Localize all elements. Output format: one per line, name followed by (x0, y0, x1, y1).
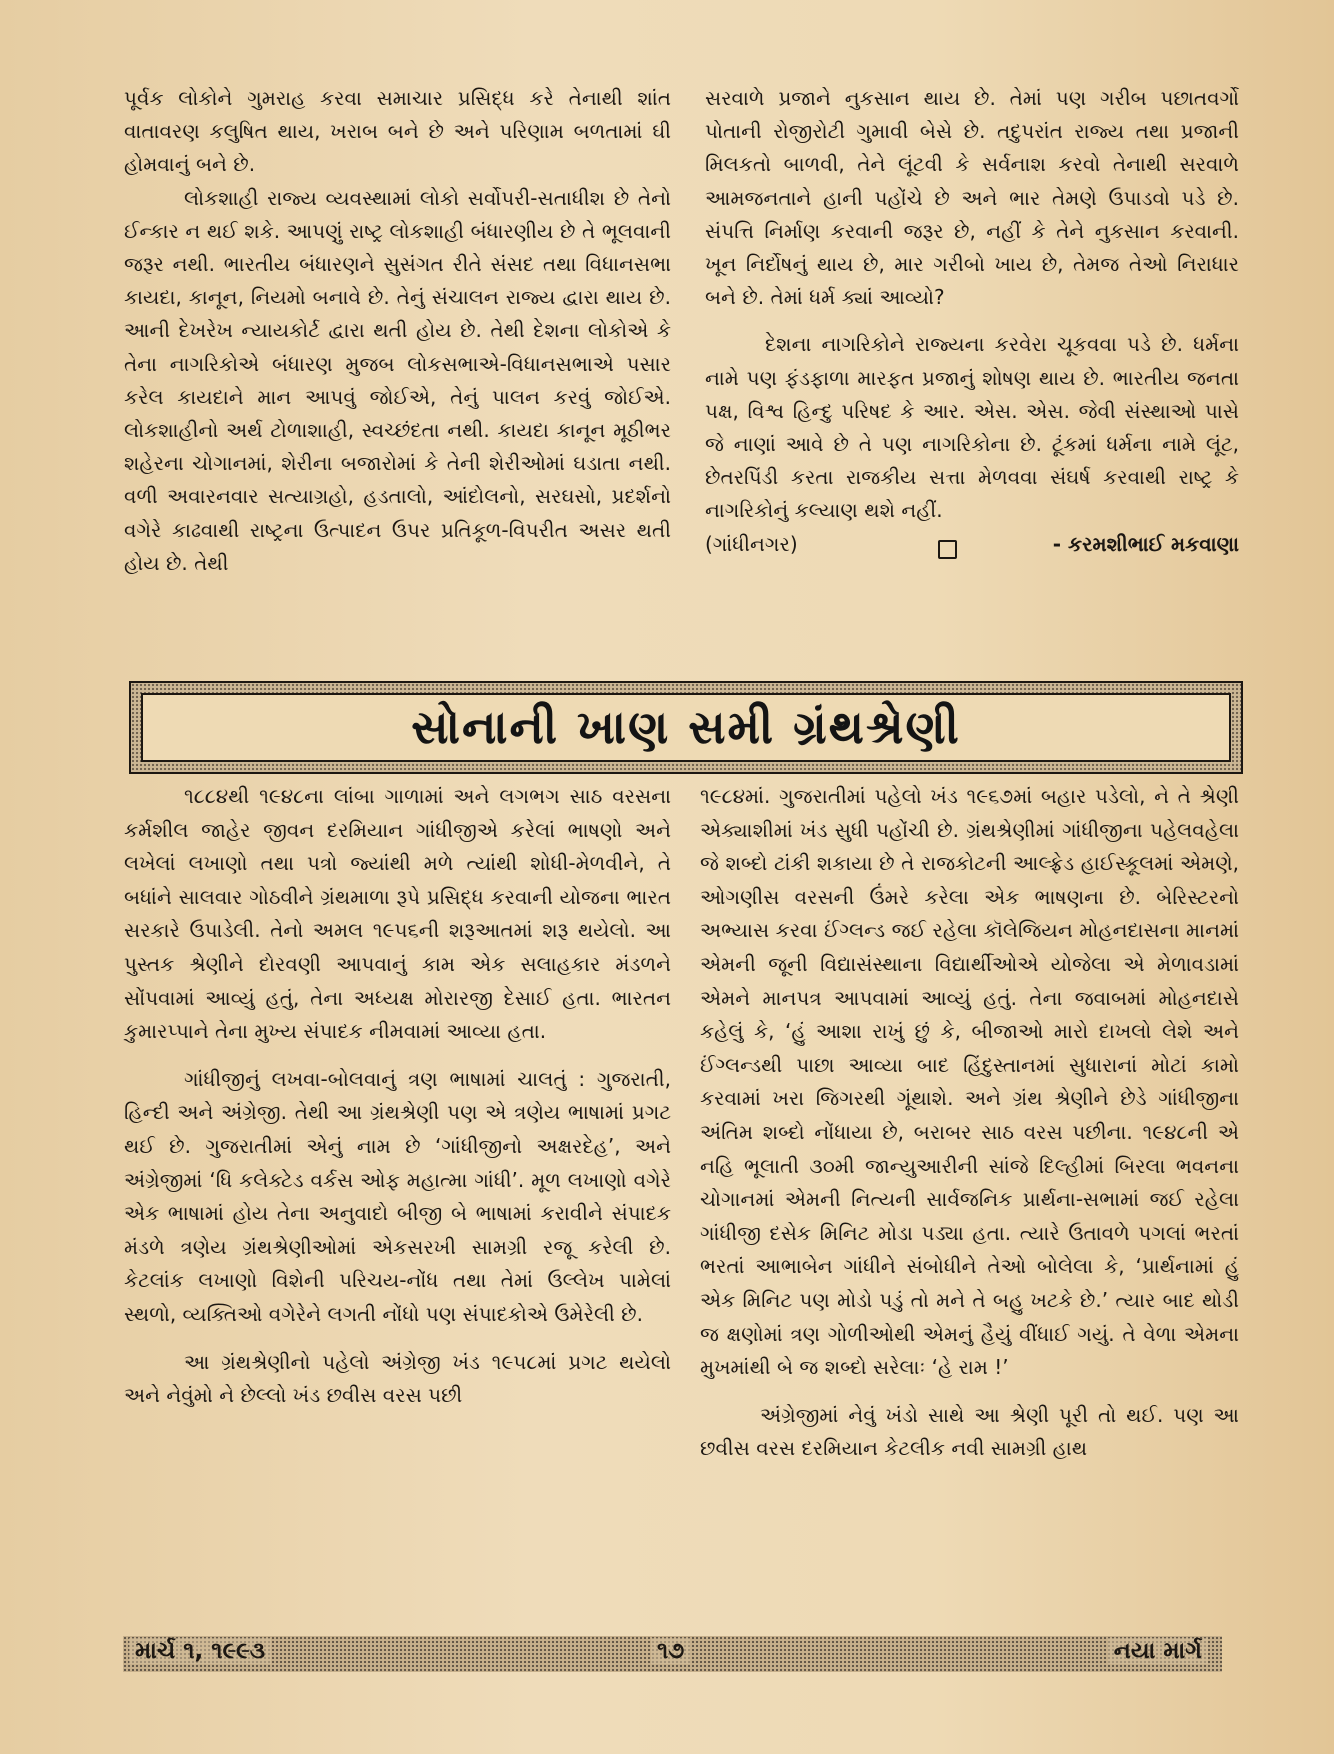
signature-place: (ગાંધીનગર) (705, 531, 798, 556)
footer-date: માર્ચ ૧, ૧૯૯૩ (129, 1638, 271, 1664)
article-paragraph: ૧૮૮૪થી ૧૯૪૮ના લાંબા ગાળામાં અને લગભગ સાઠ વરસના કર્મશીલ જાહેર જીવન દરમિયાન ગાંધીજીએ કરેલાં ભાષણો અને લખેલાં લખાણો તથા પત્રો જ્યાંથી મળે ત્યાંથી શોધી-મેળવીને, તે બધાંને સાલવાર ગોઠવીને ગ્રંથમાળા રૂપે પ્રસિદ્ધ કરવાની યોજના ભારત સરકારે ઉપાડેલી. તેનો અમલ ૧૯૫૬ની શરૂઆતમાં શરૂ થયેલો. આ પુસ્તક શ્રેણીને દોરવણી આપવાનું કામ એક સલાહકાર મંડળને સોંપવામાં આવ્યું હતું, તેના અધ્યક્ષ મોરારજી દેસાઈ હતા. ભારતન કુમારપ્પાને તેના મુખ્ય સંપાદક નીમવામાં આવ્યા હતા. (124, 784, 671, 1044)
article-paragraph: ગાંધીજીનું લખવા-બોલવાનું ત્રણ ભાષામાં ચાલતું : ગુજરાતી, હિન્દી અને અંગ્રેજી. તેથી આ ગ્રંથશ્રેણી પણ એ ત્રણેય ભાષામાં પ્રગટ થઈ છે. ગુજરાતીમાં એનું નામ છે ‘ગાંધીજીનો અક્ષરદેહ’, અને અંગ્રેજીમાં ‘ધિ કલેક્ટેડ વર્કસ ઓફ મહાત્મા ગાંધી’. મૂળ લખાણો વગેરે એક ભાષામાં હોય તેના અનુવાદો બીજી બે ભાષામાં કરાવીને સંપાદક મંડળે ત્રણેય ગ્રંથશ્રેણીઓમાં એકસરખી સામગ્રી રજૂ કરેલી છે. કેટલાંક લખાણો વિશેની પરિચય-નોંધ તથા તેમાં ઉલ્લેખ પામેલાં સ્થળો, વ્યક્તિઓ વગેરેને લગતી નોંધો પણ સંપાદકોએ ઉમેરેલી છે. (124, 1066, 671, 1326)
headline-frame (141, 693, 1231, 762)
letter-paragraph: દેશના નાગરિકોને રાજ્યના કરવેરા ચૂકવવા પડે છે. ધર્મના નામે પણ ફંડફાળા મારફત પ્રજાનું શોષણ થાય છે. ભારતીય જનતા પક્ષ, વિશ્વ હિન્દુ પરિષદ કે આર. એસ. એસ. જેવી સંસ્થાઓ પાસે જે નાણાં આવે છે તે પણ નાગરિકોના છે. ટૂંકમાં ધર્મના નામે લૂંટ, છેતરપિંડી કરતા રાજકીય સત્તા મેળવવા સંઘર્ષ કરવાથી રાષ્ટ્ર કે નાગરિકોનું કલ્યાણ થશે નહીં. (705, 332, 1239, 523)
letter-column-left (124, 82, 671, 580)
page-number: ૧૭ (651, 1638, 690, 1664)
magazine-name: નયા માર્ગ (1108, 1638, 1208, 1664)
letter-paragraph: લોકશાહી રાજ્ય વ્યવસ્થામાં લોકો સર્વોપરી-સતાધીશ છે તેનો ઈન્કાર ન થઈ શકે. આપણું રાષ્ટ્ર લોકશાહી બંધારણીય છે તે ભૂલવાની જરૂર નથી. ભારતીય બંધારણને સુસંગત રીતે સંસદ તથા વિધાનસભા કાયદા, કાનૂન, નિયમો બનાવે છે. તેનું સંચાલન રાજ્ય દ્વારા થાય છે. આની દેખરેખ ન્યાયકોર્ટ દ્વારા થતી હોય છે. તેથી દેશના લોકોએ કે તેના નાગરિકોએ બંધારણ મુજબ લોકસભાએ-વિધાનસભાએ પસાર કરેલ કાયદાને માન આપવું જોઈએ, તેનું પાલન કરવું જોઈએ. લોકશાહીનો અર્થ ટોળાશાહી, સ્વચ્છંદતા નથી. કાયદા કાનૂન મૂઠીભર શહેરના ચોગાનમાં, શેરીના બજારોમાં કે તેની શેરીઓમાં ઘડાતા નથી. વળી અવારનવાર સત્યાગ્રહો, હડતાલો, આંદોલનો, સરઘસો, પ્રદર્શનો વગેરે કાઢવાથી રાષ્ટ્રના ઉત્પાદન ઉપર પ્રતિકૂળ-વિપરીત અસર થતી હોય છે. તેથી (124, 185, 671, 575)
article-paragraph: અંગ્રેજીમાં નેવું ખંડો સાથે આ શ્રેણી પૂરી તો થઈ. પણ આ છવીસ વરસ દરમિયાન કેટલીક નવી સામગ્રી હાથ (700, 1402, 1239, 1461)
letter-signature (705, 528, 1239, 564)
letter-paragraph: સરવાળે પ્રજાને નુકસાન થાય છે. તેમાં પણ ગરીબ પછાતવર્ગો પોતાની રોજીરોટી ગુમાવી બેસે છે. તદુપરાંત રાજ્ય તથા પ્રજાની મિલકતો બાળવી, તેને લૂંટવી કે સર્વનાશ કરવો તેનાથી સરવાળે આમજનતાને હાની પહોંચે છે અને ભાર તેમણે ઉપાડવો પડે છે. સંપત્તિ નિર્માણ કરવાની જરૂર છે, નહીં કે તેને નુકસાન કરવાની. ખૂન નિર્દોષનું થાય છે, માર ગરીબો ખાય છે, તેમજ તેઓ નિરાધાર બને છે. તેમાં ધર્મ ક્યાં આવ્યો? (705, 86, 1239, 310)
signature-author: - કરમશીભાઈ મકવાણા (1052, 531, 1239, 556)
headline: સોનાની ખાણ સમી ગ્રંથશ્રેણી (411, 699, 961, 754)
article-paragraph: ૧૯૮૪માં. ગુજરાતીમાં પહેલો ખંડ ૧૯૬૭માં બહાર પડેલો, ને તે શ્રેણી એક્યાશીમાં ખંડ સુધી પહોંચી છે. ગ્રંથશ્રેણીમાં ગાંધીજીના પહેલવહેલા જે શબ્દો ટાંકી શકાયા છે તે રાજકોટની આલ્ફ્રેડ હાઈસ્કૂલમાં એમણે, ઓગણીસ વરસની ઉંમરે કરેલા એક ભાષણના છે. બેરિસ્ટરનો અભ્યાસ કરવા ઈંગ્લન્ડ જઈ રહેલા કૉલેજિયન મોહનદાસના માનમાં એમની જૂની વિદ્યાસંસ્થાના વિદ્યાર્થીઓએ યોજેલા એ મેળાવડામાં એમને માનપત્ર આપવામાં આવ્યું હતું. તેના જવાબમાં મોહનદાસે કહેલું કે, ‘હું આશા રાખું છું કે, બીજાઓ મારો દાખલો લેશે અને ઈંગ્લન્ડથી પાછા આવ્યા બાદ હિંદુસ્તાનમાં સુધારાનાં મોટાં કામો કરવામાં ખરા જિગરથી ગૂંથાશે. અને ગ્રંથ શ્રેણીને છેડે ગાંધીજીના અંતિમ શબ્દો નોંધાયા છે, બરાબર સાઠ વરસ પછીના. ૧૯૪૮ની એ નહિ ભૂલાતી ૩૦મી જાન્યુઆરીની સાંજે દિલ્હીમાં બિરલા ભવનના ચોગાનમાં એમની નિત્યની સાર્વજનિક પ્રાર્થના-સભામાં જઈ રહેલા ગાંધીજી દસેક મિનિટ મોડા પડ્યા હતા. ત્યારે ઉતાવળે પગલાં ભરતાં ભરતાં આભાબેન ગાંધીને સંબોધીને તેઓ બોલેલા કે, ‘પ્રાર્થનામાં હું એક મિનિટ પણ મોડો પડું તો મને તે બહુ ખટકે છે.’ ત્યાર બાદ થોડી જ ક્ષણોમાં ત્રણ ગોળીઓથી એમનું હૈયું વીંધાઈ ગયું. તે વેળા એમના મુખમાંથી બે જ શબ્દો સરેલાઃ ‘હે રામ !’ (700, 784, 1239, 1380)
letter-paragraph: પૂર્વક લોકોને ગુમરાહ કરવા સમાચાર પ્રસિદ્ધ કરે તેનાથી શાંત વાતાવરણ કલુષિત થાય, ખરાબ બને છે અને પરિણામ બળતામાં ઘી હોમવાનું બને છે. (124, 86, 671, 177)
end-mark-icon (938, 540, 957, 559)
headline-banner (129, 681, 1243, 774)
article-column-right (700, 780, 1239, 1466)
letter-column-right (705, 82, 1239, 564)
article-column-left (124, 780, 671, 1413)
article-paragraph: આ ગ્રંથશ્રેણીનો પહેલો અંગ્રેજી ખંડ ૧૯૫૮માં પ્રગટ થયેલો અને નેવુંમો ને છેલ્લો ખંડ છવીસ વરસ પછી (124, 1349, 671, 1408)
page-footer (123, 1636, 1222, 1672)
